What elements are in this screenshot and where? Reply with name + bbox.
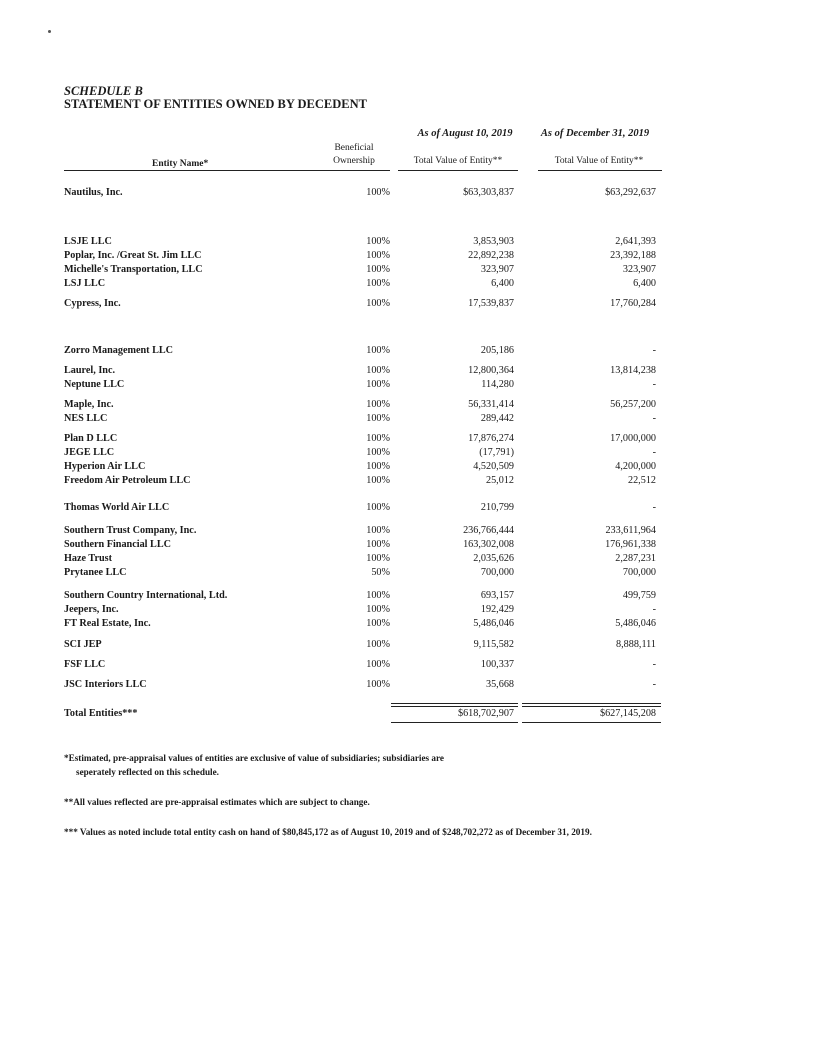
total-label: Total Entities*** — [64, 708, 138, 719]
ownership-value: 100% — [366, 461, 390, 472]
entity-name: Hyperion Air LLC — [64, 461, 146, 472]
table-row — [0, 604, 816, 617]
table-row — [0, 639, 816, 652]
table-row — [0, 525, 816, 538]
value-august: 35,668 — [485, 679, 514, 690]
footnote-1: *Estimated, pre-appraisal values of entities are exclusive of value of subsidiaries; subsidiaries are — [64, 753, 444, 763]
entity-name: Southern Trust Company, Inc. — [64, 525, 197, 536]
table-row — [0, 590, 816, 603]
entity-name: Nautilus, Inc. — [64, 187, 123, 198]
entity-name: Prytanee LLC — [64, 567, 127, 578]
value-december: - — [652, 379, 656, 390]
total-underline-december — [522, 722, 661, 723]
ownership-value: 100% — [366, 264, 390, 275]
ownership-header-line1: Beneficial — [334, 143, 374, 153]
value-august: 22,892,238 — [468, 250, 514, 261]
scan-speck — [48, 30, 51, 33]
value-august: 323,907 — [480, 264, 514, 275]
entity-name: Maple, Inc. — [64, 399, 114, 410]
table-row — [0, 659, 816, 672]
ownership-value: 100% — [366, 250, 390, 261]
ownership-value: 100% — [366, 553, 390, 564]
ownership-value: 100% — [366, 345, 390, 356]
ownership-header-line2: Ownership — [333, 156, 375, 166]
header-underline-ownership — [306, 170, 390, 171]
table-row — [0, 399, 816, 412]
value-header-august: Total Value of Entity** — [413, 156, 503, 166]
value-december: $63,292,637 — [605, 187, 656, 198]
value-august: 205,186 — [480, 345, 514, 356]
table-row — [0, 278, 816, 291]
table-row — [0, 345, 816, 358]
value-december: - — [652, 679, 656, 690]
value-december: 56,257,200 — [610, 399, 656, 410]
table-row — [0, 250, 816, 263]
value-august: 6,400 — [491, 278, 514, 289]
ownership-value: 100% — [366, 659, 390, 670]
table-row — [0, 433, 816, 446]
ownership-value: 100% — [366, 590, 390, 601]
total-row — [0, 708, 816, 721]
value-december: 499,759 — [622, 590, 656, 601]
ownership-value: 100% — [366, 525, 390, 536]
table-row — [0, 379, 816, 392]
table-row — [0, 365, 816, 378]
value-august: 17,876,274 — [468, 433, 514, 444]
table-row — [0, 264, 816, 277]
ownership-value: 100% — [366, 236, 390, 247]
value-december: 17,760,284 — [610, 298, 656, 309]
entity-name: Haze Trust — [64, 553, 113, 564]
table-row — [0, 447, 816, 460]
table-row — [0, 298, 816, 311]
value-december: 4,200,000 — [615, 461, 656, 472]
entity-name: Thomas World Air LLC — [64, 502, 170, 513]
value-december: - — [652, 604, 656, 615]
total-rule-december — [522, 703, 661, 707]
ownership-value: 100% — [366, 365, 390, 376]
value-december: - — [652, 502, 656, 513]
table-row — [0, 502, 816, 515]
table-row — [0, 187, 816, 200]
table-row — [0, 553, 816, 566]
column-date-december: As of December 31, 2019 — [540, 128, 650, 139]
entity-name: SCI JEP — [64, 639, 102, 650]
total-december: $627,145,208 — [599, 708, 656, 719]
value-august: 3,853,903 — [473, 236, 514, 247]
value-december: 22,512 — [627, 475, 656, 486]
ownership-value: 100% — [366, 278, 390, 289]
ownership-value: 100% — [366, 433, 390, 444]
schedule-label: SCHEDULE B — [64, 84, 143, 98]
total-rule-august — [391, 703, 518, 707]
entity-name: LSJE LLC — [64, 236, 112, 247]
value-august: 289,442 — [480, 413, 514, 424]
value-december: - — [652, 447, 656, 458]
value-august: (17,791) — [479, 447, 514, 458]
value-august: 236,766,444 — [463, 525, 514, 536]
value-december: 5,486,046 — [615, 618, 656, 629]
value-december: 233,611,964 — [605, 525, 656, 536]
value-august: 100,337 — [480, 659, 514, 670]
footnote-3: *** Values as noted include total entity cash on hand of $80,845,172 as of August 10, 2019 and of $248,702,272 as of December 31, 2019. — [64, 827, 592, 837]
value-december: - — [652, 659, 656, 670]
value-august: 9,115,582 — [473, 639, 514, 650]
entity-name: LSJ LLC — [64, 278, 106, 289]
entity-name: Poplar, Inc. /Great St. Jim LLC — [64, 250, 202, 261]
footnote-1-cont: seperately reflected on this schedule. — [76, 767, 219, 777]
entity-name: JEGE LLC — [64, 447, 115, 458]
table-row — [0, 539, 816, 552]
ownership-value: 100% — [366, 618, 390, 629]
value-december: 23,392,188 — [610, 250, 656, 261]
ownership-value: 50% — [371, 567, 390, 578]
ownership-value: 100% — [366, 447, 390, 458]
ownership-value: 100% — [366, 187, 390, 198]
value-august: 192,429 — [480, 604, 514, 615]
page-title: STATEMENT OF ENTITIES OWNED BY DECEDENT — [64, 97, 367, 111]
value-august: 4,520,509 — [473, 461, 514, 472]
total-august: $618,702,907 — [457, 708, 514, 719]
entity-name: Zorro Management LLC — [64, 345, 174, 356]
ownership-value: 100% — [366, 604, 390, 615]
header-underline-december — [538, 170, 662, 171]
entity-name: FSF LLC — [64, 659, 106, 670]
entity-name: Southern Financial LLC — [64, 539, 171, 550]
ownership-value: 100% — [366, 679, 390, 690]
ownership-value: 100% — [366, 502, 390, 513]
value-december: 13,814,238 — [610, 365, 656, 376]
entity-name: NES LLC — [64, 413, 108, 424]
ownership-value: 100% — [366, 413, 390, 424]
value-december: 6,400 — [633, 278, 656, 289]
entity-name: FT Real Estate, Inc. — [64, 618, 151, 629]
value-december: - — [652, 345, 656, 356]
value-august: 12,800,364 — [468, 365, 514, 376]
table-row — [0, 236, 816, 249]
entity-name: Southern Country International, Ltd. — [64, 590, 228, 601]
value-august: 693,157 — [480, 590, 514, 601]
value-december: 700,000 — [622, 567, 656, 578]
table-row — [0, 679, 816, 692]
ownership-value: 100% — [366, 399, 390, 410]
entity-name: Laurel, Inc. — [64, 365, 116, 376]
entity-name: Neptune LLC — [64, 379, 125, 390]
table-row — [0, 567, 816, 580]
entity-name: Plan D LLC — [64, 433, 118, 444]
footnote-2: **All values reflected are pre-appraisal estimates which are subject to change. — [64, 797, 370, 807]
entity-name: Cypress, Inc. — [64, 298, 121, 309]
value-december: 2,287,231 — [615, 553, 656, 564]
value-august: 56,331,414 — [468, 399, 514, 410]
header-underline-august — [398, 170, 518, 171]
table-row — [0, 618, 816, 631]
entity-name: Michelle's Transportation, LLC — [64, 264, 203, 275]
value-august: 25,012 — [485, 475, 514, 486]
value-december: - — [652, 413, 656, 424]
value-august: 2,035,626 — [473, 553, 514, 564]
ownership-value: 100% — [366, 539, 390, 550]
value-august: 700,000 — [480, 567, 514, 578]
ownership-value: 100% — [366, 639, 390, 650]
table-row — [0, 475, 816, 488]
value-august: 163,302,008 — [463, 539, 514, 550]
value-august: 5,486,046 — [473, 618, 514, 629]
header-underline-entity — [64, 170, 328, 171]
entity-name-header: Entity Name* — [152, 159, 209, 169]
total-underline-august — [391, 722, 518, 723]
value-august: 17,539,837 — [468, 298, 514, 309]
table-row — [0, 461, 816, 474]
entity-name: Jeepers, Inc. — [64, 604, 119, 615]
ownership-value: 100% — [366, 475, 390, 486]
value-header-december: Total Value of Entity** — [554, 156, 644, 166]
value-december: 8,888,111 — [616, 639, 656, 650]
column-date-august: As of August 10, 2019 — [417, 128, 513, 139]
ownership-value: 100% — [366, 379, 390, 390]
value-december: 323,907 — [622, 264, 656, 275]
entity-name: Freedom Air Petroleum LLC — [64, 475, 191, 486]
value-december: 176,961,338 — [605, 539, 656, 550]
value-august: 210,799 — [480, 502, 514, 513]
value-august: 114,280 — [481, 379, 514, 390]
table-row — [0, 413, 816, 426]
value-december: 2,641,393 — [615, 236, 656, 247]
value-august: $63,303,837 — [463, 187, 514, 198]
value-december: 17,000,000 — [610, 433, 656, 444]
ownership-value: 100% — [366, 298, 390, 309]
entity-name: JSC Interiors LLC — [64, 679, 147, 690]
